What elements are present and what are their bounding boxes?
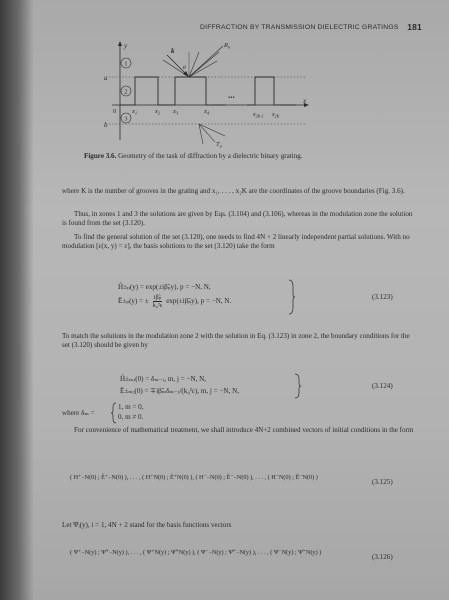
zone-3-label: 3 <box>124 115 128 123</box>
eq-3-126-number: (3.126) <box>372 553 393 561</box>
paragraph-basis-solutions: To find the general solution of the set (3.120), one needs to find 4N + 2 linearly independent partial solutions. With no modulation [ε(x, y) = ε], the basis solutions to the set (3.120) take the form <box>62 233 410 251</box>
eq-3-123-frac-num: iβ̃ₚ <box>153 294 162 301</box>
paragraph-basis-functions: Let Ψᵢ(y), i = 1, 4N + 2 stand for the basis functions vectors <box>62 521 232 529</box>
x4-label: $x_4$ <box>204 108 210 116</box>
eq-3-125-body: ( H⁺₋N(0) ; Ẽ⁺₋N(0) ), . . . , ( H⁺N(0) ; Ẽ⁺N(0) ), ( H⁻₋N(0) ; Ẽ⁻₋N(0) ), . . . , ( H⁻N(0) ; Ẽ⁻N(0) ) <box>70 474 318 481</box>
figure-caption-label: Figure 3.6. <box>84 152 117 160</box>
reflected-order-label: $R_n$ <box>224 42 231 50</box>
origin-label: 0 <box>113 108 117 115</box>
x-axis-label: x <box>303 97 307 105</box>
running-header <box>200 22 430 34</box>
eq-3-123-fraction <box>153 294 163 309</box>
eq-3-123-lhs: Ẽ±ₚ(y) = ± <box>118 297 149 306</box>
transmitted-ray-2 <box>199 124 225 136</box>
reflected-ray-4 <box>189 52 199 77</box>
paragraph-combined-vectors: For convenience of mathematical treatment, we shall introduce 4N+2 combined vectors of initial conditions in the form <box>74 426 414 434</box>
transmitted-ray-3 <box>199 124 203 144</box>
grating-diagram <box>95 38 315 148</box>
eq-3-123-line1: H̃±ₚ(y) = exp(±iβ̃ₚy), p = −N, N, <box>118 283 211 291</box>
y-axis-label: y <box>124 42 128 50</box>
theta-label: θ <box>183 65 186 71</box>
reflected-ray-2 <box>189 52 219 77</box>
page-number: 181 <box>407 22 422 32</box>
eq-3-126-body: ( Ψ⁺₋N(y) ; Ψ̃⁺₋N(y) ), . . . , ( Ψ⁺N(y) ; Ψ̃⁺N(y) ), ( Ψ⁻₋N(y) ; Ψ̃⁻₋N(y) ), . . . , ( Ψ⁻N(y) ; Ψ̃⁻N(y) ) <box>70 549 322 556</box>
x1-label: $x_1$ <box>132 108 138 116</box>
transmitted-order-label: $T_p$ <box>216 141 222 148</box>
reflected-ray-1 <box>189 46 223 77</box>
x2k-label: $x_{2K}$ <box>272 112 280 119</box>
eq-3-123-line2 <box>118 294 231 309</box>
page-gutter-shadow <box>0 0 34 600</box>
delta-definition-lead: where δₘ = <box>62 409 95 417</box>
delta-case-zero: 0, m ≠ 0. <box>118 413 144 421</box>
transmitted-ray-1 <box>199 124 215 142</box>
x3-label: $x_3$ <box>173 108 179 116</box>
paragraph-zone-solutions: Thus, in zones 1 and 3 the solutions are given by Eqs. (3.104) and (3.106), whereas in the modulation zone the solution is found from the set (3.120). <box>62 210 413 228</box>
eq-3-124-number: (3.124) <box>372 382 393 390</box>
eq-3-123-rhs: exp(±iβ̃ₚy), p = −N, N. <box>166 297 232 306</box>
eq-3-123-frac-den: k₀²ε <box>152 302 163 309</box>
paragraph-boundary-conditions: To match the solutions in the modulation zone 2 with the solution in Eq. (3.123) in zone 2, the boundary conditions for the set (3.120) should be given by <box>62 332 410 350</box>
eq-3-125-number: (3.125) <box>372 478 393 486</box>
ellipsis-label: ... <box>228 90 235 100</box>
x2k-1-label: $x_{2K-1}$ <box>253 112 264 119</box>
level-b-label: b <box>104 121 108 129</box>
eq-3-124-brace <box>294 373 302 399</box>
k-label: k <box>171 47 175 55</box>
level-a-label: a <box>104 74 108 82</box>
figure-caption <box>84 152 414 161</box>
zone-2-label: 2 <box>124 88 128 96</box>
eq-3-123-brace <box>288 279 296 315</box>
reflected-ray-3 <box>189 61 217 77</box>
eq-3-124-line2: Ẽ±ₘⱼ(0) = ∓iβ̃ₘδₘ₋ⱼ/(k₀²ε), m, j = −N, N, <box>120 387 239 395</box>
eq-3-123-number: (3.123) <box>372 293 393 301</box>
delta-case-one: 1, m = 0, <box>118 403 144 411</box>
eq-3-124-line1: H̃±ₘⱼ(0) = δₘ₋ⱼ, m, j = −N, N, <box>120 375 207 383</box>
zone-1-label: 1 <box>124 60 128 68</box>
grating-profile <box>120 77 226 105</box>
y-axis-arrow <box>118 41 122 46</box>
figure-caption-text: Geometry of the task of diffraction by a dielectric binary grating. <box>118 152 303 160</box>
delta-cases-brace <box>110 402 117 424</box>
grating-profile-last <box>247 77 296 105</box>
x2-label: $x_2$ <box>155 108 161 116</box>
running-title: DIFFRACTION BY TRANSMISSION DIELECTRIC GRATINGS <box>200 24 399 31</box>
paragraph-groove-definition: where K is the number of grooves in the grating and x₁, . . . , x₂K are the coordinates of the groove boundaries (Fig. 3.6). <box>62 187 405 195</box>
